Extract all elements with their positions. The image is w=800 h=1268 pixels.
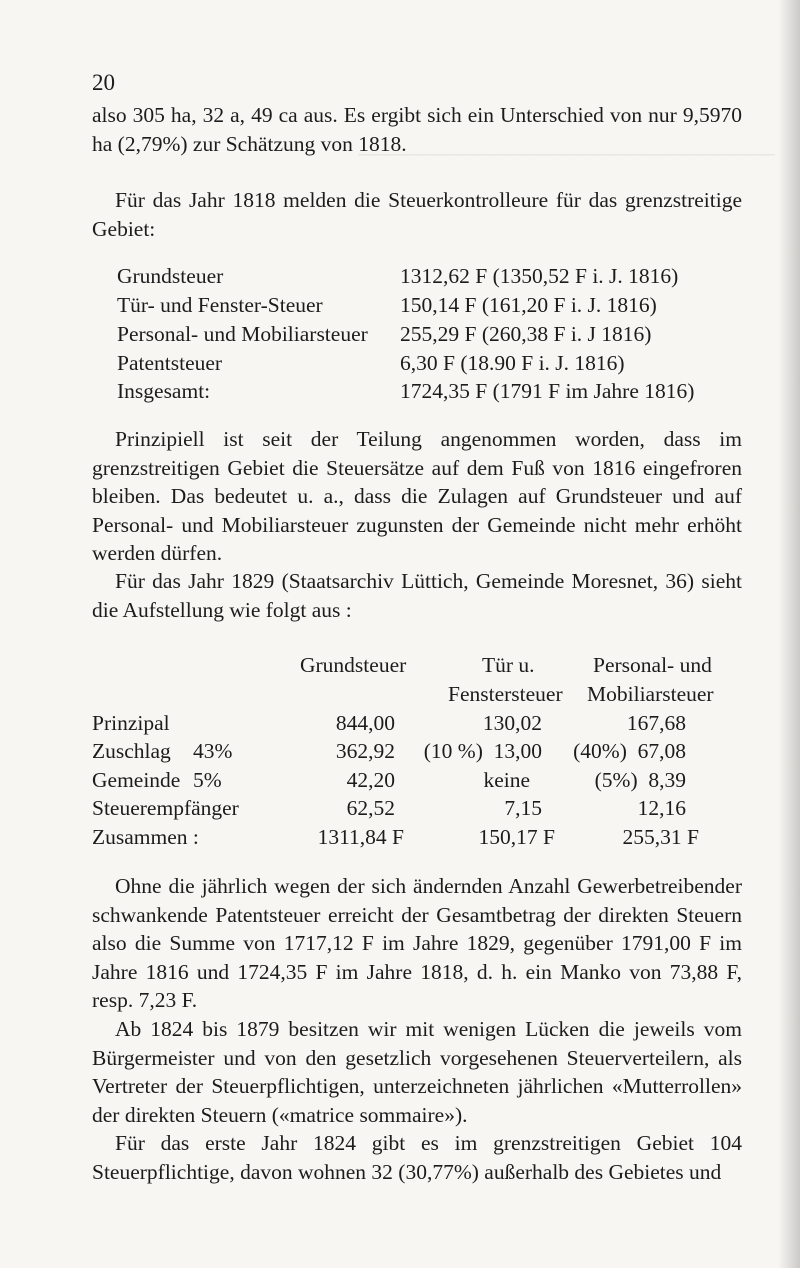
row-percent: 43% xyxy=(193,739,233,763)
cell-personal: (5%) 8,39 xyxy=(594,768,686,792)
cell-grundsteuer: 1311,84 F xyxy=(317,825,404,849)
paragraph-total: Ohne die jährlich wegen der sich ändernden Anzahl Gewerbetreibender schwankende Patentsteuer erreicht der Gesamtbetrag der direkten Steuern also die Summe von 1717,12 F im Jahre 1829, gegenüber 1791,00 F im Jahre 1816 und 1724,35 F im Jahre 1818, d. h. ein Manko von 73,88 F, resp. 7,23 F. xyxy=(92,874,742,1013)
tax-label: Patentsteuer xyxy=(117,351,223,375)
header-personal-line2: Mobiliarsteuer xyxy=(587,682,714,706)
cell-grundsteuer: 362,92 xyxy=(335,739,395,763)
tax-value: 1312,62 F (1350,52 F i. J. 1816) xyxy=(400,264,679,288)
header-personal-line1: Personal- und xyxy=(593,653,712,677)
row-label: Zusammen : xyxy=(92,825,199,849)
cell-personal: 12,16 xyxy=(637,796,686,820)
cell-grundsteuer: 844,00 xyxy=(335,711,395,735)
cell-personal: 255,31 F xyxy=(622,825,699,849)
bleed-through-texture: ──────────────────────────── xyxy=(358,142,775,166)
tax-label: Personal- und Mobiliarsteuer xyxy=(117,322,368,346)
paragraph-1824-1879: Ab 1824 bis 1879 besitzen wir mit wenigen Lücken die jeweils vom Bürgermeister und von den gesetzlich vorgesehenen Steuerverteilern, als Vertreter der Steuerpflichtigen, unterzeichneten jährlichen «Mutterrollen» der direkten Steuern («matrice sommaire»). xyxy=(92,1017,742,1127)
paragraph-1829: Für das Jahr 1829 (Staatsarchiv Lüttich, Gemeinde Moresnet, 36) sieht die Aufstellung wie folgt aus : xyxy=(92,569,742,622)
cell-tuer: 150,17 F xyxy=(478,825,555,849)
page-edge-shadow xyxy=(778,0,800,1268)
cell-tuer: 7,15 xyxy=(504,796,542,820)
cell-grundsteuer: 42,20 xyxy=(346,768,395,792)
cell-personal: 167,68 xyxy=(626,711,686,735)
cell-tuer: keine xyxy=(483,768,530,792)
row-label: Gemeinde xyxy=(92,768,181,792)
cell-tuer: (10 %) 13,00 xyxy=(423,739,542,763)
paragraph-1824: Für das erste Jahr 1824 gibt es im grenzstreitigen Gebiet 104 Steuerpflichtige, davon wohnen 32 (30,77%) außerhalb des Gebietes und xyxy=(92,1131,742,1184)
row-label: Zuschlag xyxy=(92,739,171,763)
page-number: 20 xyxy=(92,70,115,95)
tax-label: Insgesamt: xyxy=(117,379,211,403)
tax-value: 6,30 F (18.90 F i. J. 1816) xyxy=(400,351,625,375)
tax-label: Grundsteuer xyxy=(117,264,224,288)
row-percent: 5% xyxy=(193,768,222,792)
tax-value: 1724,35 F (1791 F im Jahre 1816) xyxy=(400,379,695,403)
paragraph-1818: Für das Jahr 1818 melden die Steuerkontrolleure für das grenzstreitige Gebiet: xyxy=(92,188,742,241)
cell-personal: (40%) 67,08 xyxy=(573,739,686,763)
tax-value: 255,29 F (260,38 F i. J 1816) xyxy=(400,322,652,346)
tax-label: Tür- und Fenster-Steuer xyxy=(117,293,323,317)
cell-grundsteuer: 62,52 xyxy=(346,796,395,820)
row-label: Steuerempfänger xyxy=(92,796,239,820)
header-grundsteuer: Grundsteuer xyxy=(300,653,407,677)
header-tuer-line2: Fenstersteuer xyxy=(448,682,563,706)
intro-paragraph: also 305 ha, 32 a, 49 ca aus. Es ergibt sich ein Unterschied von nur 9,5970 ha (2,79%) zur Schätzung von 1818. xyxy=(92,103,742,156)
cell-tuer: 130,02 xyxy=(482,711,542,735)
paragraph-principle: Prinzipiell ist seit der Teilung angenommen worden, dass im grenzstreitigen Gebiet die Steuersätze auf dem Fuß von 1816 eingefroren bleiben. Das bedeutet u. a., dass die Zulagen auf Grundsteuer und auf Personal- und Mobiliarsteuer zugunsten der Gemeinde nicht mehr erhöht werden dürfen. xyxy=(92,427,742,566)
row-label: Prinzipal xyxy=(92,711,170,735)
tax-value: 150,14 F (161,20 F i. J. 1816) xyxy=(400,293,657,317)
header-tuer-line1: Tür u. xyxy=(482,653,535,677)
